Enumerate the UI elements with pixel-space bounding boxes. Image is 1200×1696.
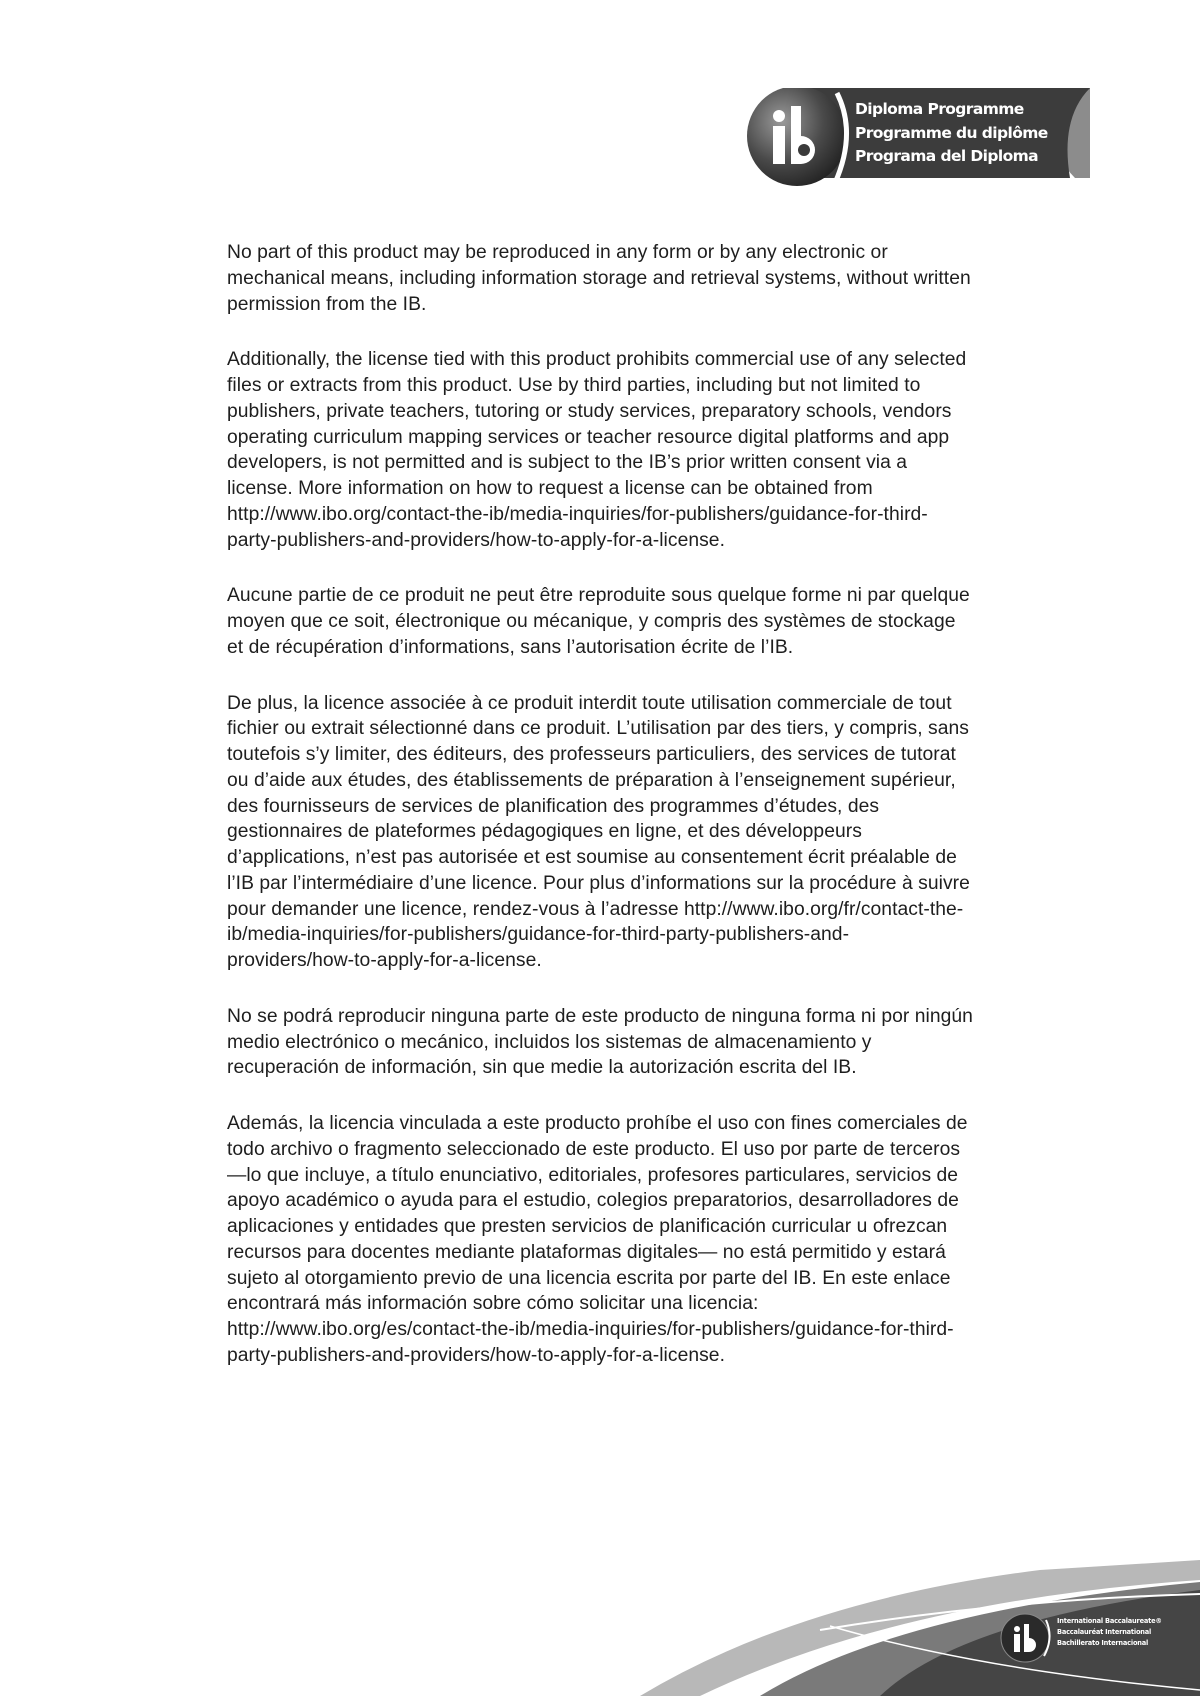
logo-line-es: Programa del Diploma: [855, 147, 1039, 165]
footer-logo-line-fr: Baccalauréat International: [1057, 1628, 1152, 1636]
logo-line-fr: Programme du diplôme: [855, 123, 1048, 142]
logo-line-en: Diploma Programme: [855, 100, 1024, 118]
ib-footer-logo-text: [1057, 1616, 1162, 1649]
paragraph-en-reproduction: No part of this product may be reproduced in any form or by any electronic or mechanical means, including information storage and retrieval systems, without written permission from the IB.: [227, 242, 971, 315]
paragraph-es-license: Además, la licencia vinculada a este producto prohíbe el uso con fines comerciales de todo archivo o fragmento seleccionado de este producto. El uso por parte de terceros —lo que incluye, a título enunciativo, editoriales, profesores particulares, servicios de apoyo académico o ayuda para el estudio, colegios preparatorios, desarrolladores de aplicaciones y entidades que presten servicios de planificación curricular u ofrezcan recursos para docentes mediante plataformas digitales— no está permitido y estará sujeto al otorgamiento previo de una licencia escrita por parte del IB. En este enlace encontrará más información sobre cómo solicitar una licencia: http://www.ibo.org/es/contact-the-ib/media-inquiries/for-publishers/guidance-for-third-party-publishers-and-providers/how-to-apply-for-a-license.: [227, 1113, 968, 1366]
footer-logo-line-en: International Baccalaureate®: [1057, 1617, 1162, 1625]
footer-swoosh: [0, 1560, 1200, 1696]
footer-swoosh-graphic: [0, 1560, 1200, 1696]
ib-footer-logo-icon: [1001, 1614, 1050, 1662]
paragraph-fr-license: De plus, la licence associée à ce produit interdit toute utilisation commerciale de tout fichier ou extrait sélectionné dans ce produit. L’utilisation par des tiers, y compris, sans toutefois s’y limiter, des éditeurs, des professeurs particuliers, des services de tutorat ou d’aide aux études, des établissements de préparation à l’enseignement supérieur, des fournisseurs de services de planification des programmes d’études, des gestionnaires de plateformes pédagogiques en ligne, et des développeurs d’applications, n’est pas autorisée et est soumise au consentement écrit préalable de l’IB par l’intermédiaire d’une licence. Pour plus d’informations sur la procédure à suivre pour demander une licence, rendez-vous à l’adresse http://www.ibo.org/fr/contact-the-ib/media-inquiries/for-publishers/guidance-for-third-party-publishers-and-providers/how-to-apply-for-a-license.: [227, 692, 970, 971]
paragraph-en-license: Additionally, the license tied with this product prohibits commercial use of any selected files or extracts from this product. Use by third parties, including but not limited to publishers, private teachers, tutoring or study services, preparatory schools, vendors operating curriculum mapping services or teacher resource digital platforms and app developers, is not permitted and is subject to the IB’s prior written consent via a license. More information on how to request a license can be obtained from http://www.ibo.org/contact-the-ib/media-inquiries/for-publishers/guidance-for-third-party-publishers-and-providers/how-to-apply-for-a-license.: [227, 349, 967, 551]
paragraph-es-reproduction: No se podrá reproducir ninguna parte de este producto de ninguna forma ni por ningún medio electrónico o mecánico, incluidos los sistemas de almacenamiento y recuperación de información, sin que medie la autorización escrita del IB.: [227, 1005, 973, 1079]
ib-header-logo: [745, 88, 1090, 190]
paragraph-fr-reproduction: Aucune partie de ce produit ne peut être reproduite sous quelque forme ni par quelque moyen que ce soit, électronique ou mécanique, y compris des systèmes de stockage et de récupération d’informations, sans l’autorisation écrite de l’IB.: [227, 585, 970, 658]
ib-header-logo-text: [855, 98, 1075, 169]
legal-notice-body: [227, 240, 975, 1369]
footer-logo-line-es: Bachillerato Internacional: [1057, 1639, 1149, 1647]
